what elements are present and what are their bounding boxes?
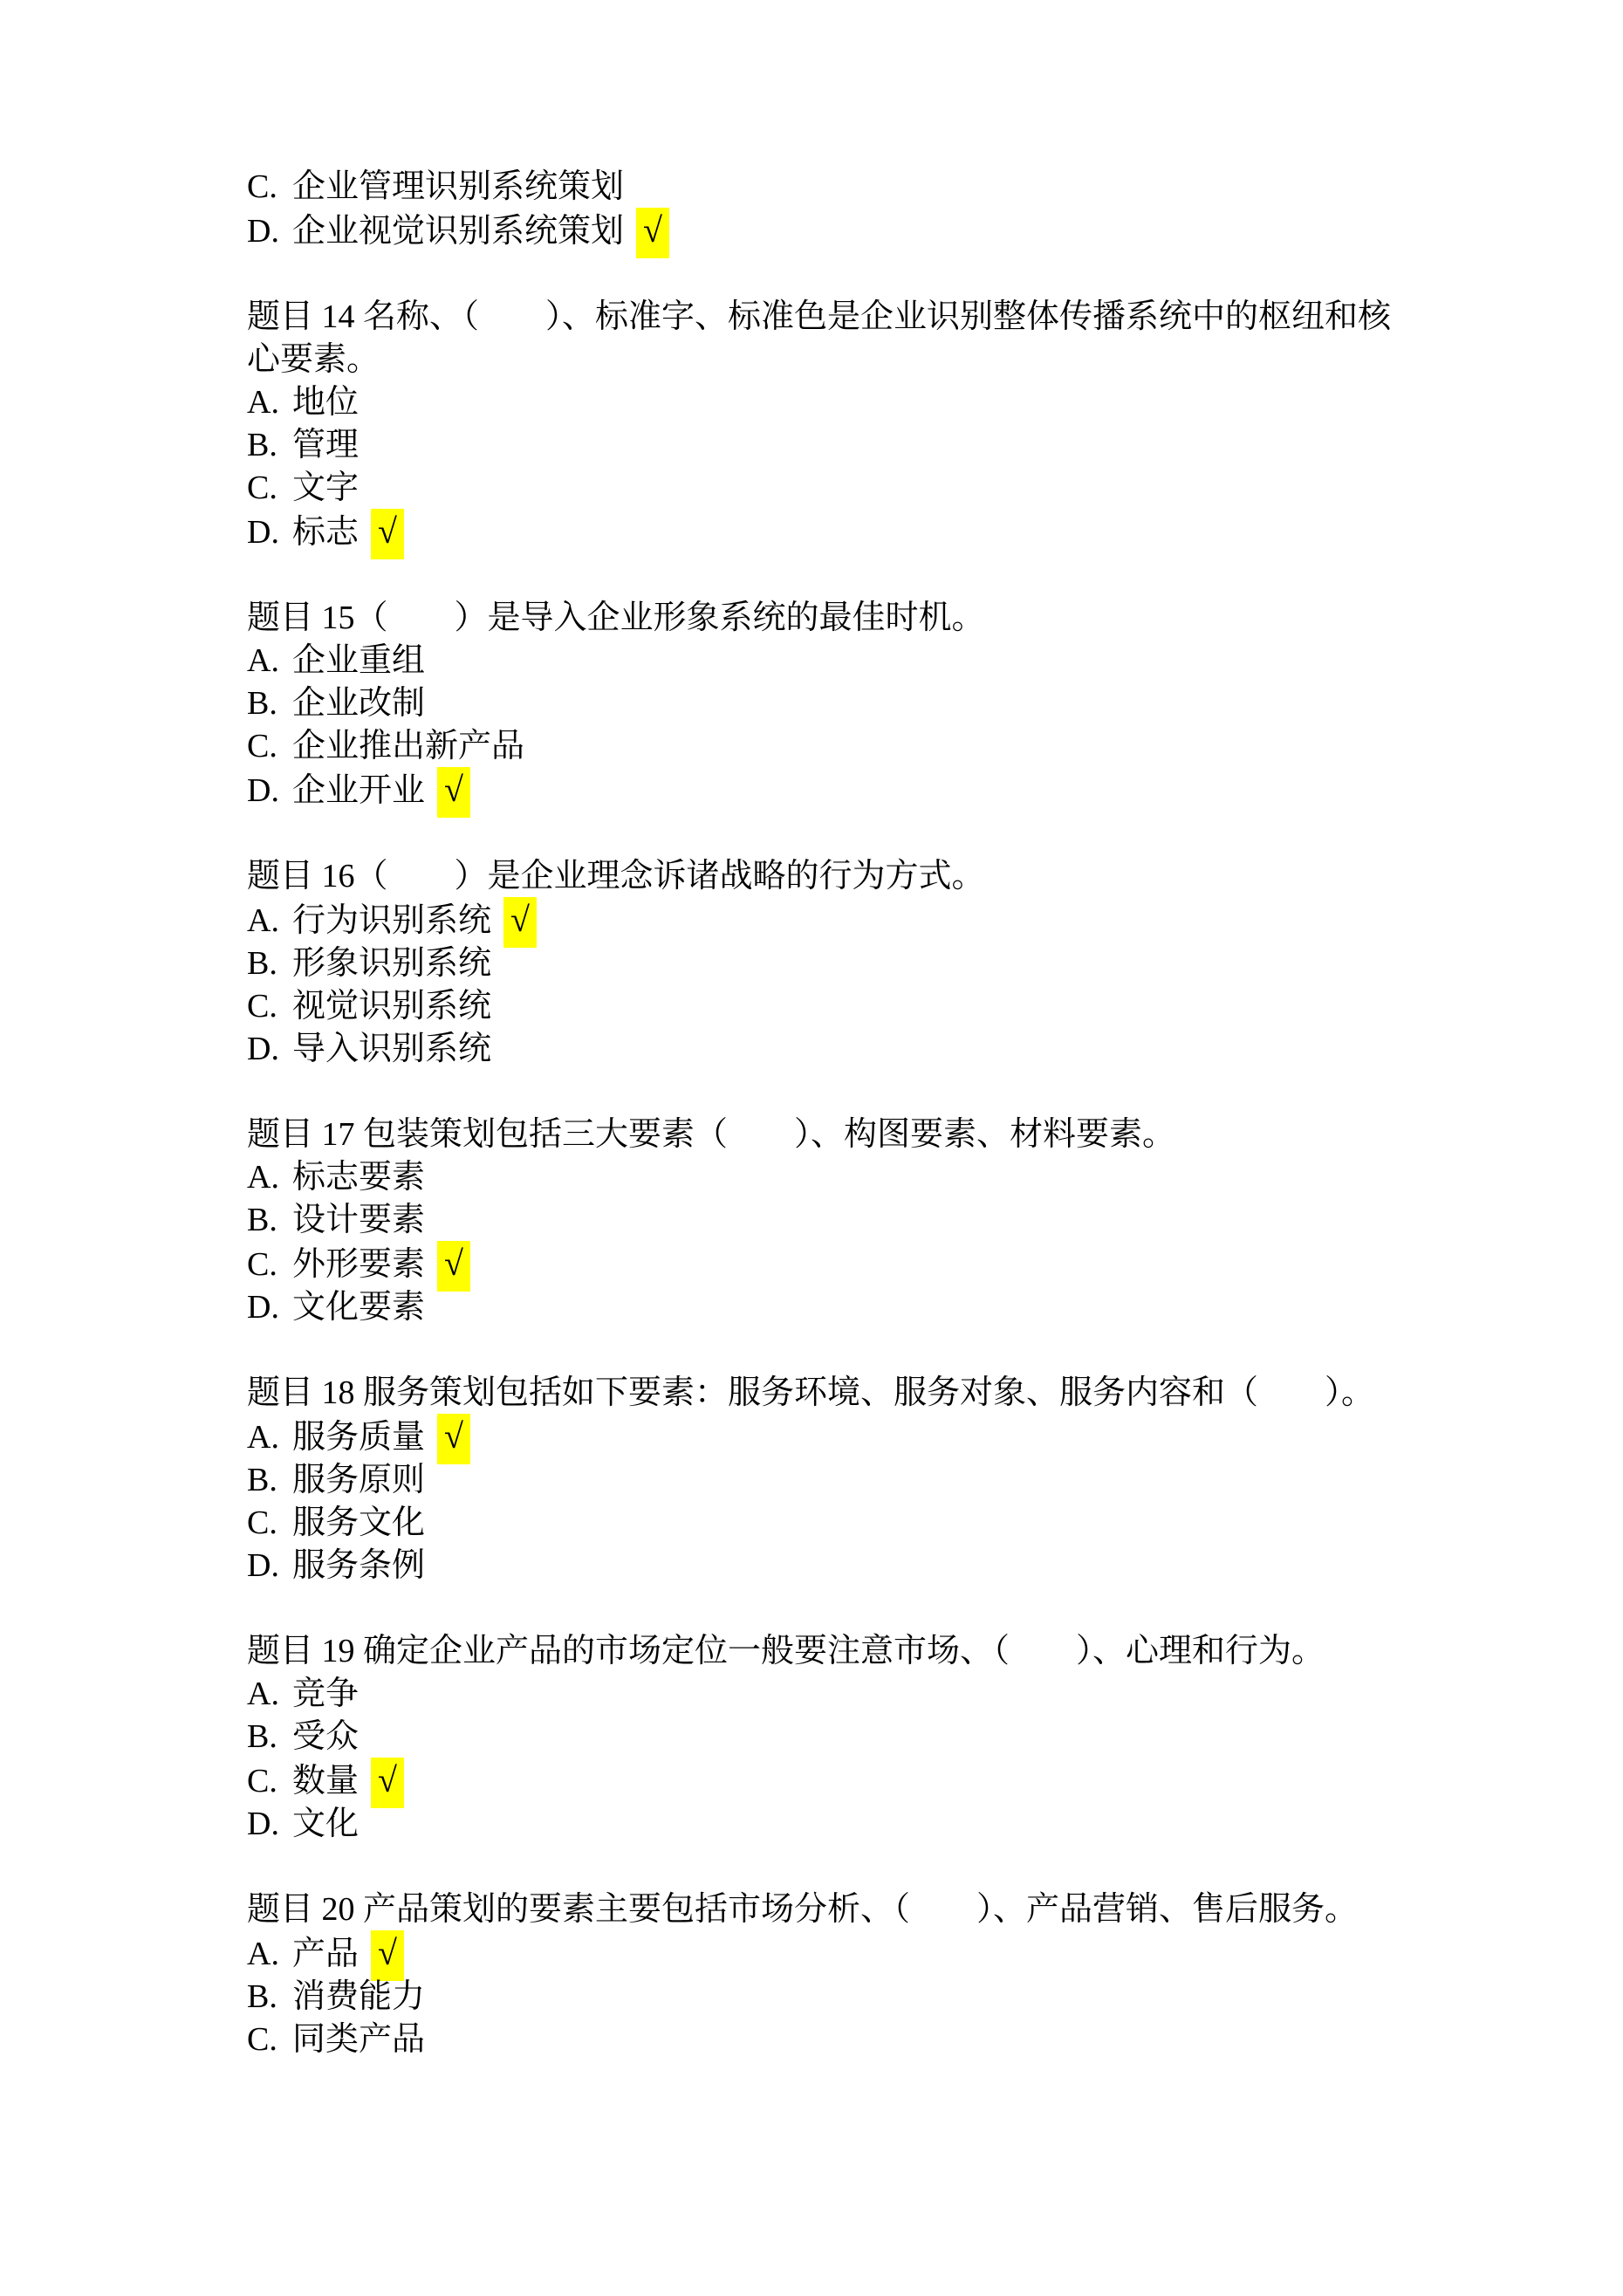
option-letter: B. <box>247 1202 277 1238</box>
option-letter: A. <box>247 1419 279 1456</box>
question-block <box>247 855 1421 1071</box>
option-letter: B. <box>247 1978 277 2015</box>
option-text: 竞争 <box>292 1676 360 1712</box>
checkmark-icon: √ <box>437 767 470 818</box>
checkmark-icon: √ <box>371 1758 404 1808</box>
option-row <box>247 682 1421 725</box>
option-text: 企业推出新产品 <box>292 728 525 764</box>
option-text: 服务条例 <box>292 1547 426 1584</box>
option-letter: D. <box>247 1547 279 1584</box>
option-row <box>247 1459 1421 1502</box>
option-row <box>247 1415 1421 1459</box>
option-row <box>247 467 1421 510</box>
question-block <box>247 1114 1421 1329</box>
option-row <box>247 640 1421 682</box>
option-text: 行为识别系统 <box>292 902 492 939</box>
option-letter: C. <box>247 2021 277 2058</box>
question-block <box>247 1630 1421 1846</box>
option-row <box>247 1242 1421 1286</box>
option-text: 服务文化 <box>292 1504 426 1541</box>
option-letter: A. <box>247 642 279 679</box>
option-text: 企业视觉识别系统策划 <box>292 213 625 250</box>
option-letter: C. <box>247 1763 277 1799</box>
question-block <box>247 296 1421 554</box>
checkmark-icon: √ <box>371 509 404 559</box>
option-row <box>247 381 1421 424</box>
checkmark-icon: √ <box>636 208 669 258</box>
option-letter: C. <box>247 469 277 506</box>
option-text: 标志要素 <box>292 1159 426 1196</box>
option-text: 外形要素 <box>292 1246 426 1283</box>
option-text: 标志 <box>292 514 360 551</box>
option-letter: A. <box>247 384 279 421</box>
question-text: 题目 20 产品策划的要素主要包括市场分析、（ ）、产品营销、售后服务。 <box>247 1891 1359 1928</box>
option-letter: B. <box>247 685 277 722</box>
option-text: 视觉识别系统 <box>292 988 492 1025</box>
option-text: 企业改制 <box>292 685 426 722</box>
option-row <box>247 1286 1421 1329</box>
question-text: 题目 15（ ）是导入企业形象系统的最佳时机。 <box>247 600 985 636</box>
option-text: 设计要素 <box>292 1202 426 1238</box>
question-text: 题目 16（ ）是企业理念诉诸战略的行为方式。 <box>247 858 985 894</box>
option-row <box>247 1156 1421 1199</box>
option-letter: B. <box>247 427 277 463</box>
option-letter: C. <box>247 168 277 205</box>
option-letter: C. <box>247 1504 277 1541</box>
option-text: 服务原则 <box>292 1462 426 1498</box>
checkmark-icon: √ <box>437 1241 470 1292</box>
checkmark-icon: √ <box>437 1414 470 1464</box>
option-row <box>247 898 1421 942</box>
option-text: 服务质量 <box>292 1419 426 1456</box>
option-letter: D. <box>247 1031 279 1067</box>
question-text: 题目 19 确定企业产品的市场定位一般要注意市场、（ ）、心理和行为。 <box>247 1633 1325 1669</box>
checkmark-icon: √ <box>503 897 537 948</box>
option-row <box>247 1976 1421 2018</box>
question-text: 题目 14 名称、（ ）、标准字、标准色是企业识别整体传播系统中的枢纽和核心要素。 <box>247 298 1392 378</box>
option-text: 同类产品 <box>292 2021 426 2058</box>
checkmark-icon: √ <box>371 1930 404 1981</box>
option-text: 企业开业 <box>292 772 426 809</box>
option-text: 产品 <box>292 1936 360 1972</box>
option-letter: D. <box>247 213 279 250</box>
question-block <box>247 1372 1421 1587</box>
option-row <box>247 1502 1421 1545</box>
question-text: 题目 17 包装策划包括三大要素（ ）、构图要素、材料要素。 <box>247 1116 1176 1153</box>
option-letter: A. <box>247 1676 279 1712</box>
option-letter: A. <box>247 902 279 939</box>
option-text: 消费能力 <box>292 1978 426 2015</box>
option-row <box>247 510 1421 554</box>
option-text: 数量 <box>292 1763 360 1799</box>
question-block <box>247 1888 1421 2061</box>
option-letter: C. <box>247 988 277 1025</box>
option-row <box>247 1028 1421 1071</box>
option-row <box>247 1716 1421 1758</box>
option-text: 地位 <box>292 384 360 421</box>
question-text: 题目 18 服务策划包括如下要素：服务环境、服务对象、服务内容和（ ）。 <box>247 1374 1375 1411</box>
option-row <box>247 2018 1421 2061</box>
option-letter: A. <box>247 1936 279 1972</box>
option-letter: D. <box>247 772 279 809</box>
option-row <box>247 985 1421 1028</box>
option-row <box>247 424 1421 467</box>
option-row <box>247 1673 1421 1716</box>
option-letter: D. <box>247 514 279 551</box>
option-text: 形象识别系统 <box>292 945 492 982</box>
option-text: 文字 <box>292 469 360 506</box>
question-block <box>247 597 1421 812</box>
option-text: 导入识别系统 <box>292 1031 492 1067</box>
option-row <box>247 1931 1421 1976</box>
option-letter: D. <box>247 1806 279 1842</box>
option-text: 文化要素 <box>292 1289 426 1326</box>
option-row <box>247 166 1421 209</box>
option-row <box>247 1545 1421 1587</box>
option-row <box>247 768 1421 812</box>
option-text: 企业管理识别系统策划 <box>292 168 625 205</box>
option-letter: B. <box>247 1462 277 1498</box>
option-row <box>247 1199 1421 1242</box>
option-row <box>247 942 1421 985</box>
option-text: 受众 <box>292 1718 360 1755</box>
option-row <box>247 209 1421 253</box>
quiz-content <box>247 166 1421 2061</box>
option-letter: C. <box>247 1246 277 1283</box>
option-text: 企业重组 <box>292 642 426 679</box>
option-row <box>247 725 1421 768</box>
option-row <box>247 1803 1421 1846</box>
option-letter: A. <box>247 1159 279 1196</box>
option-letter: D. <box>247 1289 279 1326</box>
option-letter: B. <box>247 945 277 982</box>
option-letter: C. <box>247 728 277 764</box>
option-text: 管理 <box>292 427 360 463</box>
option-text: 文化 <box>292 1806 360 1842</box>
option-letter: B. <box>247 1718 277 1755</box>
option-row <box>247 1758 1421 1803</box>
question-block <box>247 166 1421 253</box>
